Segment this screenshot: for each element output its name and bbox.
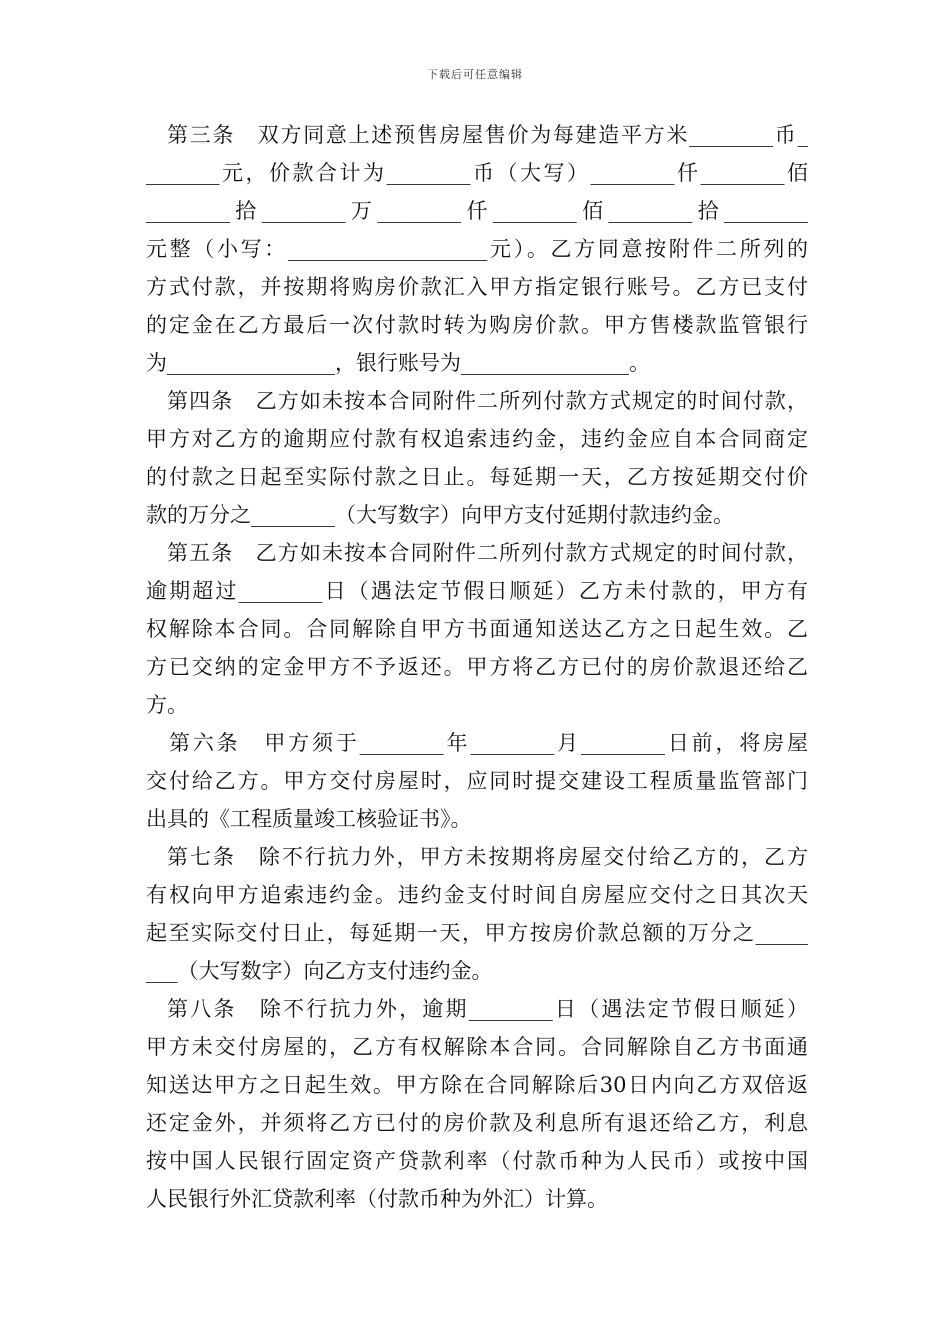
article-5-line-5: 方。 <box>146 693 188 717</box>
article-4-line-4: 款的万分之________（大写数字）向甲方支付延期付款违约金。 <box>146 503 734 527</box>
article-3-line-5: 方式付款，并按期将购房价款汇入甲方指定银行账号。乙方已支付 <box>146 275 808 299</box>
article-5-line-4: 方已交纳的定金甲方不予返还。甲方将乙方已付的房价款退还给乙 <box>146 655 808 679</box>
article-6-line-1: 第六条 甲方须于________年________月________日前，将房屋 <box>169 731 808 755</box>
article-3-line-7: 为________________，银行账号为________________。 <box>146 351 650 375</box>
article-4-line-3: 的付款之日起至实际付款之日止。每延期一天，乙方按延期交付价 <box>146 465 808 489</box>
article-6-line-2: 交付给乙方。甲方交付房屋时，应同时提交建设工程质量监管部门 <box>146 769 808 793</box>
article-3-line-3: ________拾________万________仟________佰________拾________ <box>146 199 808 223</box>
article-5-line-2: 逾期超过________日（遇法定节假日顺延）乙方未付款的，甲方有 <box>146 579 808 603</box>
article-8-line-4: 还定金外，并须将乙方已付的房价款及利息所有退还给乙方，利息 <box>146 1111 808 1135</box>
article-4-line-1: 第四条 乙方如未按本合同附件二所列付款方式规定的时间付款， <box>167 389 808 413</box>
article-3-line-6: 的定金在乙方最后一次付款时转为购房价款。甲方售楼款监管银行 <box>146 313 808 337</box>
article-3-line-4: 元整（小写：___________________元）。乙方同意按附件二所列的 <box>146 237 808 261</box>
article-8-line-5: 按中国人民银行固定资产贷款利率（付款币种为人民币）或按中国 <box>146 1149 808 1173</box>
article-8-line-6: 人民银行外汇贷款利率（付款币种为外汇）计算。 <box>146 1187 608 1211</box>
article-8-line-1: 第八条 除不行抗力外，逾期________日（遇法定节假日顺延） <box>167 997 808 1021</box>
contract-body <box>146 116 808 1218</box>
article-6-line-3: 出具的《工程质量竣工核验证书》。 <box>146 807 472 831</box>
article-7-line-2: 有权向甲方追索违约金。违约金支付时间自房屋应交付之日其次天 <box>146 883 808 907</box>
article-7-line-3: 起至实际交付日止，每延期一天，甲方按房价款总额的万分之_____ <box>146 921 808 945</box>
article-7-line-4: ___（大写数字）向乙方支付违约金。 <box>146 959 493 983</box>
article-5-line-1: 第五条 乙方如未按本合同附件二所列付款方式规定的时间付款， <box>167 541 808 565</box>
article-8-line-3: 知送达甲方之日起生效。甲方除在合同解除后30日内向乙方双倍返 <box>146 1073 808 1097</box>
page-header-note: 下载后可任意编辑 <box>427 68 523 81</box>
article-8-line-2: 甲方未交付房屋的，乙方有权解除本合同。合同解除自乙方书面通 <box>146 1035 808 1059</box>
article-5-line-3: 权解除本合同。合同解除自甲方书面通知送达乙方之日起生效。乙 <box>146 617 808 641</box>
article-7-line-1: 第七条 除不行抗力外，甲方未按期将房屋交付给乙方的，乙方 <box>167 845 808 869</box>
article-3-line-1: 第三条 双方同意上述预售房屋售价为每建造平方米________币_ <box>167 123 808 147</box>
article-3-line-2: _______元，价款合计为________币（大写）________仟________佰 <box>146 161 808 185</box>
article-4-line-2: 甲方对乙方的逾期应付款有权追索违约金，违约金应自本合同商定 <box>146 427 808 451</box>
